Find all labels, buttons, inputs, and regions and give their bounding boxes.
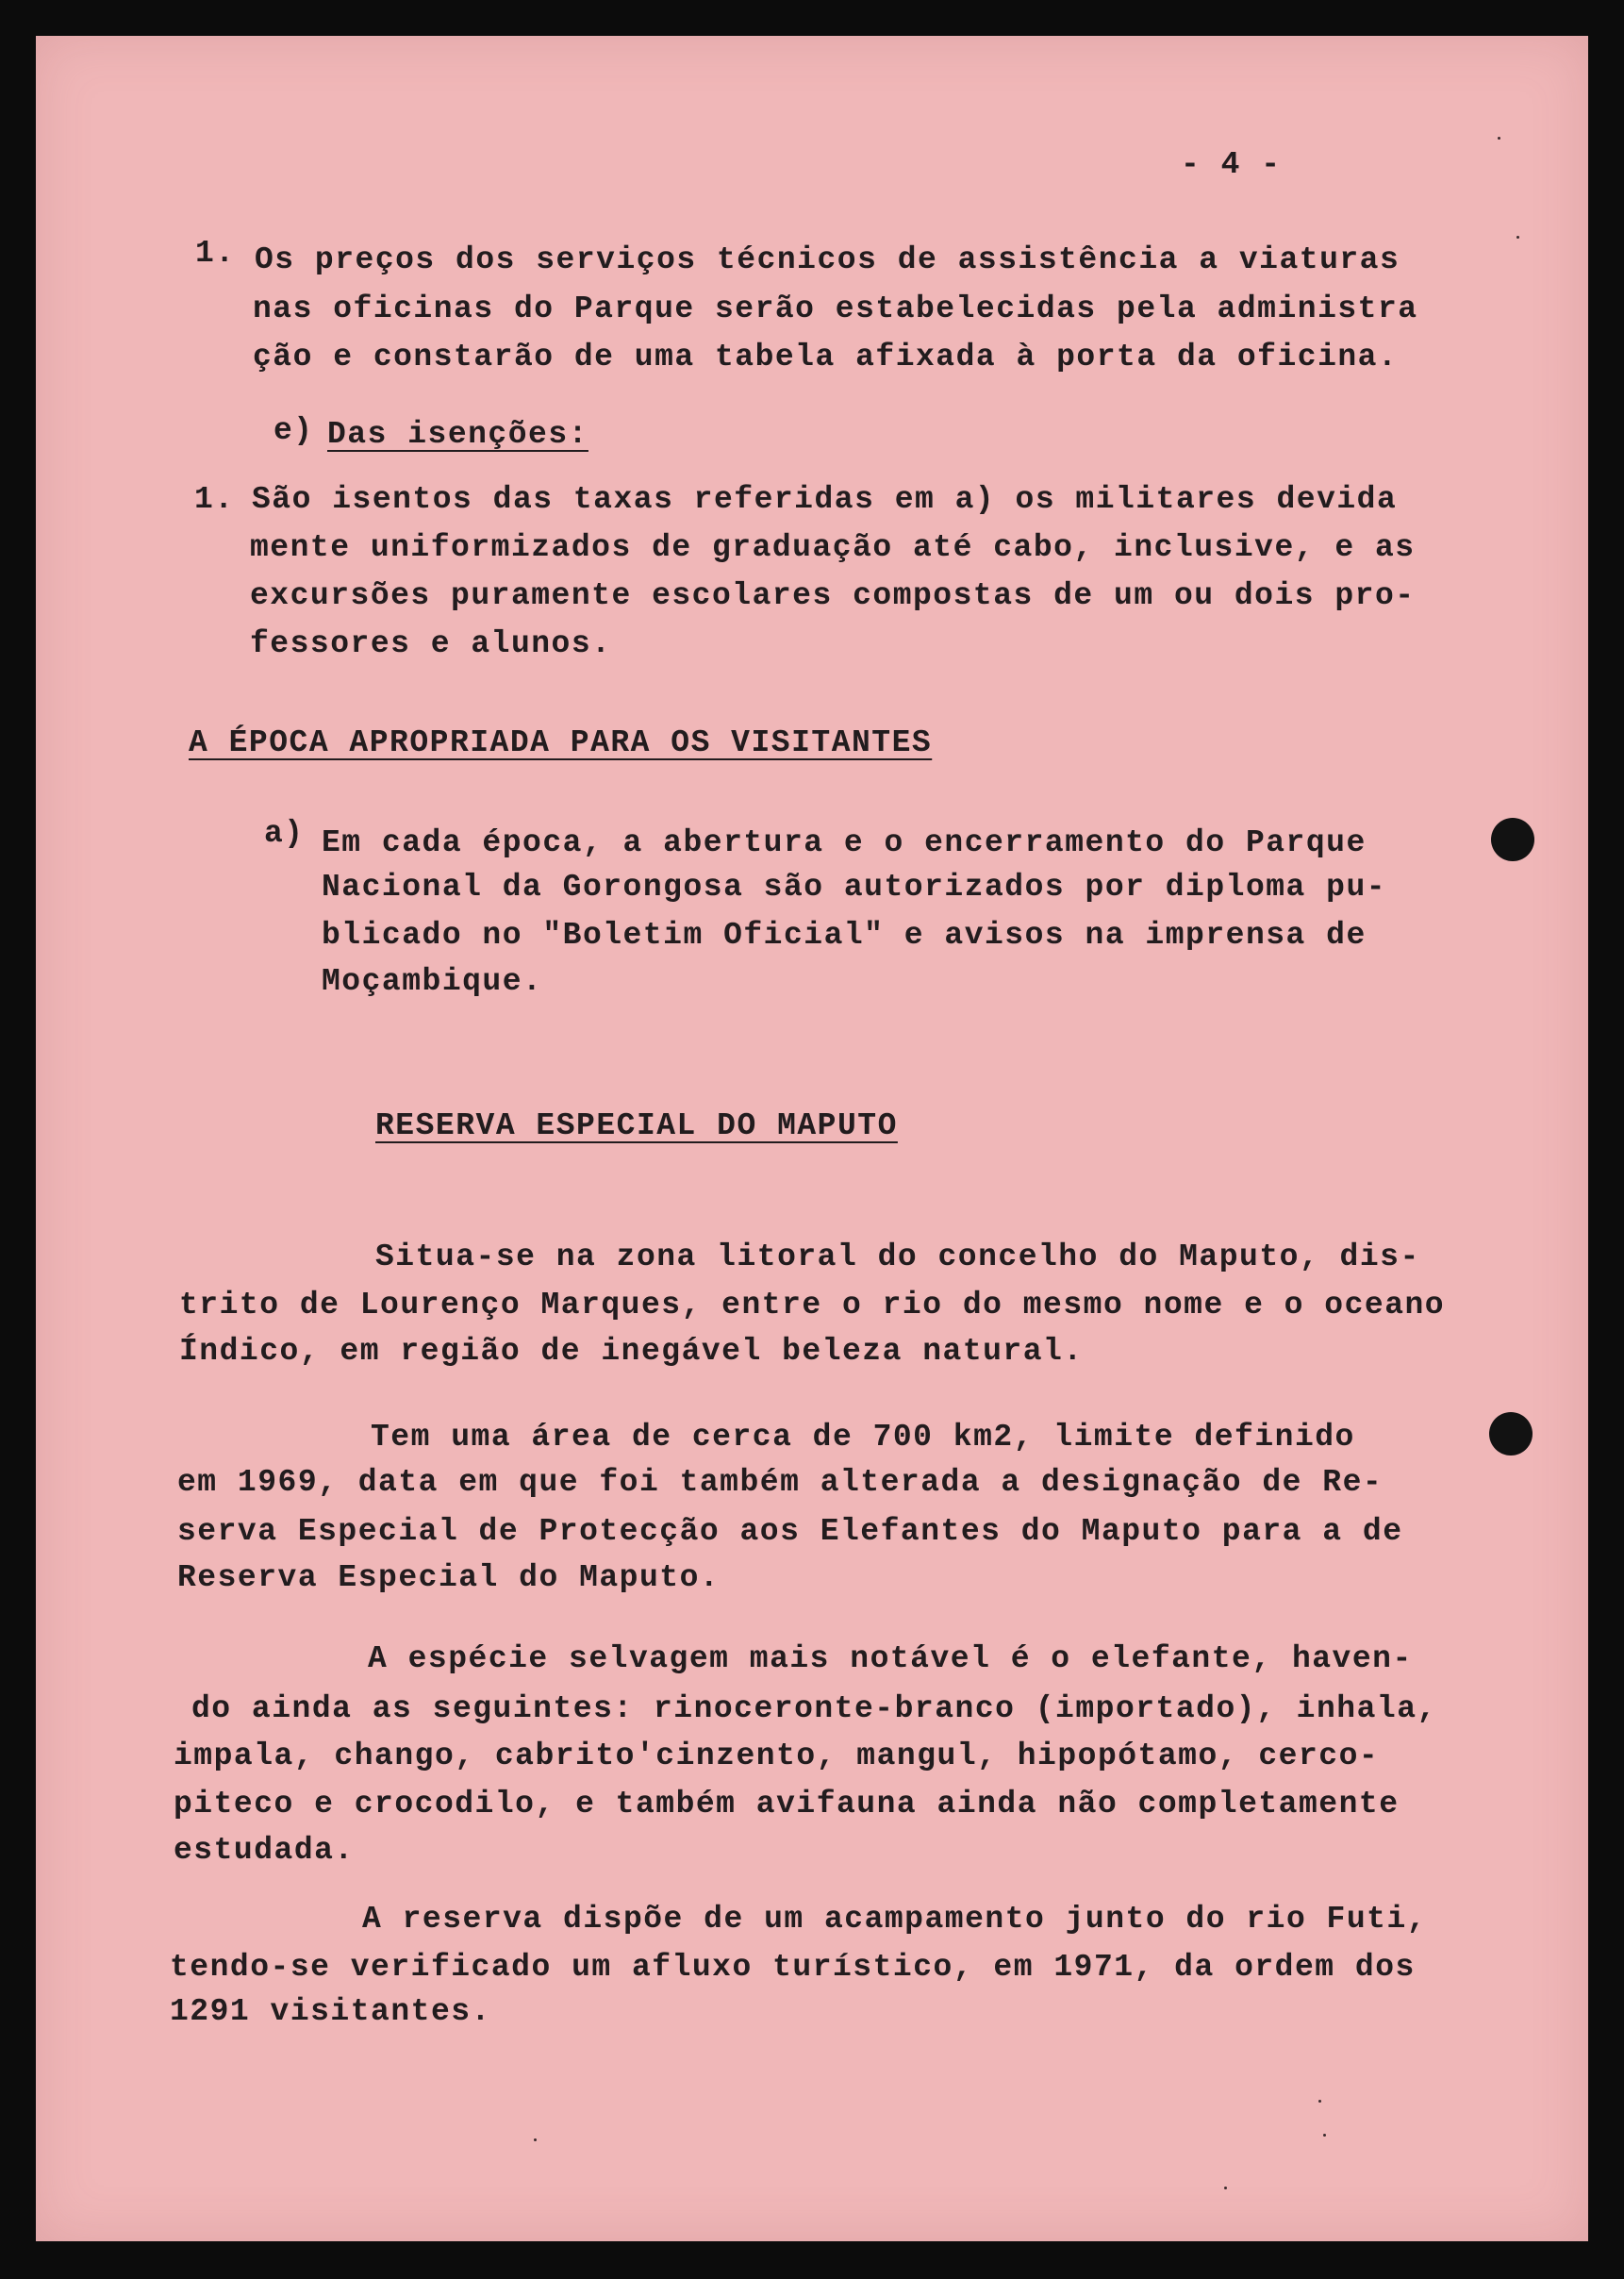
- paragraph-line: Nacional da Gorongosa são autorizados por diploma pu-: [322, 870, 1387, 905]
- punch-hole-top: [1491, 818, 1534, 861]
- paragraph-line: Moçambique.: [322, 964, 543, 999]
- paragraph-line: Os preços dos serviços técnicos de assistência a viaturas: [255, 242, 1400, 277]
- paper-speck: [1498, 137, 1500, 140]
- paragraph-line: mente uniformizados de graduação até cabo, inclusive, e as: [250, 530, 1416, 565]
- paragraph-line: serva Especial de Protecção aos Elefantes do Maputo para a de: [177, 1514, 1403, 1549]
- paragraph-line: fessores e alunos.: [250, 626, 612, 661]
- paragraph-line: A espécie selvagem mais notável é o elefante, haven-: [368, 1641, 1413, 1676]
- paragraph-line: tendo-se verificado um afluxo turístico, em 1971, da ordem dos: [170, 1950, 1416, 1985]
- paragraph-line: nas oficinas do Parque serão estabelecidas pela administra: [253, 291, 1418, 326]
- paragraph-line: impala, chango, cabrito'cinzento, mangul, hipopótamo, cerco-: [174, 1738, 1380, 1773]
- paragraph-line: A reserva dispõe de um acampamento junto do rio Futi,: [362, 1902, 1428, 1937]
- paragraph-line: Tem uma área de cerca de 700 km2, limite definido: [371, 1420, 1355, 1455]
- paragraph-line: do ainda as seguintes: rinoceronte-branco (importado), inhala,: [191, 1691, 1437, 1726]
- paper-speck: [1224, 2187, 1227, 2189]
- paper-speck: [1323, 2134, 1326, 2137]
- paragraph-line: em 1969, data em que foi também alterada a designação de Re-: [177, 1465, 1384, 1500]
- paragraph-line: estudada.: [174, 1833, 355, 1868]
- page-number: - 4 -: [1181, 147, 1282, 182]
- section-heading: RESERVA ESPECIAL DO MAPUTO: [375, 1108, 898, 1143]
- punch-hole-bottom: [1489, 1412, 1533, 1456]
- paragraph-line: São isentos das taxas referidas em a) os militares devida: [252, 482, 1398, 517]
- subsection-heading: Das isenções:: [327, 417, 588, 452]
- paragraph-line: blicado no "Boletim Oficial" e avisos na imprensa de: [322, 918, 1367, 953]
- paragraph-line: Situa-se na zona litoral do concelho do Maputo, dis-: [375, 1239, 1420, 1274]
- section-heading: A ÉPOCA APROPRIADA PARA OS VISITANTES: [189, 725, 933, 760]
- paper-speck: [1516, 236, 1519, 239]
- paragraph-line: excursões puramente escolares compostas de um ou dois pro-: [250, 578, 1416, 613]
- list-number: 1.: [194, 482, 235, 517]
- paragraph-line: Em cada época, a abertura e o encerramento do Parque: [322, 825, 1367, 860]
- paragraph-line: Índico, em região de inegável beleza natural.: [179, 1334, 1084, 1369]
- paper-speck: [534, 2138, 537, 2141]
- list-number: 1.: [195, 236, 236, 271]
- paper-speck: [1318, 2100, 1321, 2103]
- paragraph-line: 1291 visitantes.: [170, 1994, 491, 2029]
- paragraph-line: piteco e crocodilo, e também avifauna ainda não completamente: [174, 1787, 1400, 1822]
- paragraph-line: ção e constarão de uma tabela afixada à porta da oficina.: [253, 340, 1399, 374]
- paragraph-line: trito de Lourenço Marques, entre o rio do mesmo nome e o oceano: [179, 1288, 1446, 1322]
- list-label: a): [264, 816, 305, 851]
- paragraph-line: Reserva Especial do Maputo.: [177, 1560, 721, 1595]
- subsection-label: e): [273, 413, 314, 448]
